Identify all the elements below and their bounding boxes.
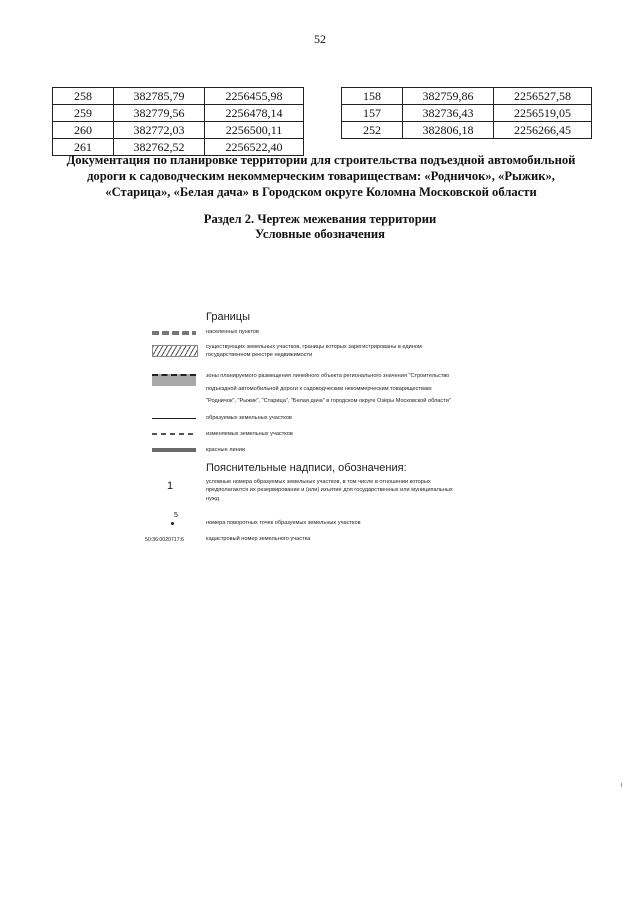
turning-point-number: 5: [174, 512, 178, 519]
notes-heading: Пояснительные надписи, обозначения:: [206, 462, 407, 474]
formed-plots-label: образуемых земельных участков: [206, 415, 292, 421]
y-coordinate-cell: 2256266,45: [494, 122, 592, 139]
x-coordinate-cell: 382785,79: [114, 88, 205, 105]
point-number-cell: 260: [53, 122, 114, 139]
plot-numbers-label: [206, 478, 516, 503]
x-coordinate-cell: 382806,18: [403, 122, 494, 139]
cadastral-number-label: кадастровый номер земельного участка: [206, 536, 311, 542]
document-title-line: дороги к садоводческим некоммерческим товариществам: «Родничок», «Рыжик»,: [87, 169, 555, 183]
document-title-line: «Старица», «Белая дача» в Городском округе Коломна Московской области: [105, 185, 537, 199]
registered-plot-hatch-symbol: [152, 345, 198, 357]
legend-text-line: существующих земельных участков, границы которых зарегистрированы в едином: [206, 344, 422, 350]
plot-number-symbol: 1: [167, 480, 174, 492]
legend-text-line: условные номера образуемых земельных участков, в том числе в отношении которых: [206, 479, 431, 485]
point-number-cell: 261: [53, 139, 114, 156]
x-coordinate-cell: 382772,03: [114, 122, 205, 139]
point-number-cell: 252: [342, 122, 403, 139]
point-number-cell: 158: [342, 88, 403, 105]
y-coordinate-cell: 2256527,58: [494, 88, 592, 105]
table-row: [342, 88, 592, 105]
legend-text-line: государственном реестре недвижимости: [206, 352, 313, 359]
y-coordinate-cell: 2256522,40: [205, 139, 304, 156]
formed-plot-line-symbol: [152, 418, 196, 419]
planned-zone-symbol: [152, 374, 196, 386]
document-title-line: Документация по планировке территории для строительства подъездной автомобильной: [66, 153, 576, 167]
turning-points-label: номера поворотных точек образуемых земельных участков: [206, 520, 361, 526]
coordinates-table-left: [52, 87, 304, 156]
margin-mark: [621, 783, 622, 787]
point-number-cell: 157: [342, 105, 403, 122]
y-coordinate-cell: 2256455,98: [205, 88, 304, 105]
table-row: [53, 122, 304, 139]
table-row: [342, 122, 592, 139]
legend-text-line: нужд: [206, 495, 219, 502]
page-number: 52: [314, 32, 326, 46]
changed-plots-label: изменяемых земельных участков: [206, 431, 293, 437]
document-title: [40, 152, 602, 200]
settlement-boundary-symbol: [152, 331, 196, 335]
turning-point-dot-icon: [171, 522, 174, 525]
coordinates-table-right: [341, 87, 592, 139]
x-coordinate-cell: 382736,43: [403, 105, 494, 122]
x-coordinate-cell: 382779,56: [114, 105, 205, 122]
section-subtitle: Условные обозначения: [254, 227, 385, 241]
section-heading: [0, 212, 640, 242]
legend-text-line: подъездной автомобильной дороги к садоводческим некоммерческим товариществам:: [206, 385, 433, 392]
boundaries-heading: Границы: [206, 311, 250, 323]
settlements-label: населенных пунктов: [206, 329, 259, 335]
changed-plot-line-symbol: [152, 433, 196, 435]
legend-text-line: предполагаются их резервирование и (или) изъятие для государственных или муниципальных: [206, 487, 453, 494]
legend-text-line: "Родничок", "Рыжик", "Старица", "Белая дача" в городском округе Озёры Московской области": [206, 398, 451, 404]
y-coordinate-cell: 2256500,11: [205, 122, 304, 139]
table-row: [53, 105, 304, 122]
cadastral-number-example: 50:36:0020717:6: [145, 537, 184, 543]
red-lines-label: красные линии: [206, 447, 245, 453]
planned-zone-label: [206, 370, 516, 408]
legend-text-line: зоны планируемого размещения линейного объекта регионального значения "Строительство: [206, 373, 450, 379]
red-line-symbol: [152, 448, 196, 452]
section-title: Раздел 2. Чертеж межевания территории: [203, 212, 437, 226]
y-coordinate-cell: 2256478,14: [205, 105, 304, 122]
x-coordinate-cell: 382759,86: [403, 88, 494, 105]
registered-plots-label: [206, 343, 516, 360]
point-number-cell: 259: [53, 105, 114, 122]
x-coordinate-cell: 382762,52: [114, 139, 205, 156]
y-coordinate-cell: 2256519,05: [494, 105, 592, 122]
point-number-cell: 258: [53, 88, 114, 105]
table-row: [53, 88, 304, 105]
table-row: [342, 105, 592, 122]
